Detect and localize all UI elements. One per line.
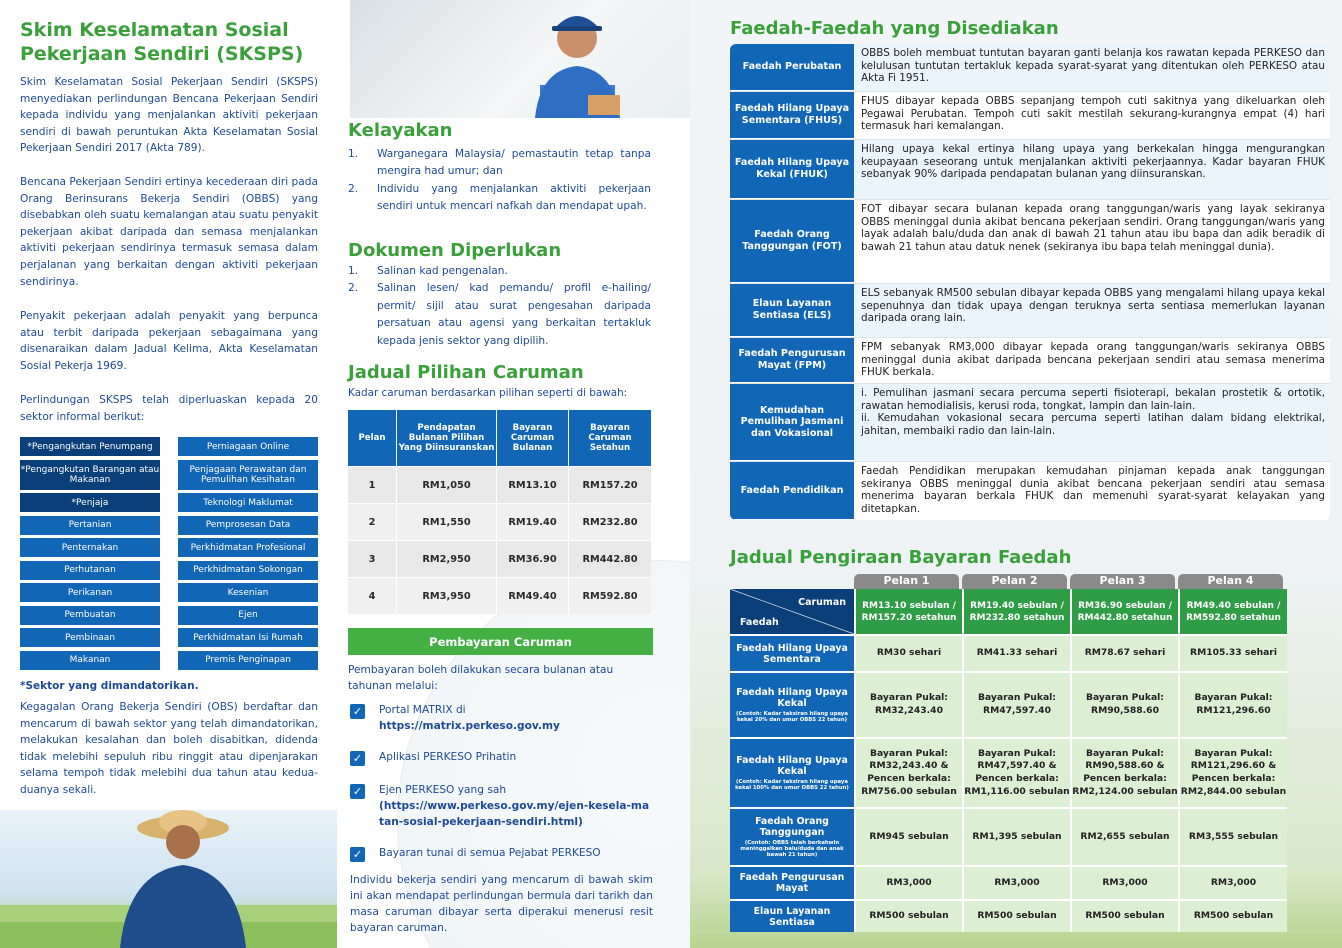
contribution-table — [348, 410, 651, 614]
jadual-caruman-subtitle: Kadar caruman berdasarkan pilihan seperti di bawah: — [348, 387, 628, 399]
sector-item: *Penjaja — [20, 493, 160, 512]
sector-item: Pembinaan — [20, 628, 160, 647]
table-cell: 1 — [368, 479, 376, 491]
benefit-label: Faedah Pengurusan Mayat (FPM) — [730, 338, 854, 383]
dokumen-list — [348, 263, 651, 350]
table-row — [730, 140, 1330, 200]
benefits-table — [730, 44, 1330, 520]
plan-header: RM19.40 sebulan / RM232.80 setahun — [962, 589, 1070, 634]
table-row — [730, 338, 1330, 384]
calc-cell: RM945 sebulan — [854, 807, 962, 865]
sector-item: Pertanian — [20, 516, 160, 535]
worker-illustration — [530, 0, 625, 118]
pembayaran-caruman-banner: Pembayaran Caruman — [348, 628, 653, 655]
list-item: 1. Salinan kad pengenalan. — [348, 265, 508, 277]
sksps-para-4: Perlindungan SKSPS telah diperluaskan kepada 20 sektor informal berikut: — [20, 394, 318, 423]
table-cell: RM13.10 — [496, 467, 568, 503]
sector-grid — [20, 437, 318, 673]
calc-row-label: Faedah Pengurusan Mayat — [730, 865, 854, 899]
checkbox-checked-icon: ✓ — [350, 751, 365, 766]
sector-item: *Pengangkutan Barangan atau Makanan — [20, 460, 160, 490]
calc-cell: RM500 sebulan — [1070, 899, 1178, 932]
calc-cell: Bayaran Pukal: RM47,597.40 & Pencen berkala: RM1,116.00 sebulan — [962, 737, 1070, 807]
sector-item: Perniagaan Online — [178, 437, 318, 456]
benefit-label: Faedah Perubatan — [730, 44, 854, 91]
mandatory-note: *Sektor yang dimandatorikan. — [20, 680, 199, 692]
table-cell: RM2,950 — [396, 541, 496, 577]
panel-benefits — [690, 0, 1342, 948]
plan-tabs — [854, 576, 1335, 589]
calc-row-label: Faedah Hilang Upaya Sementara — [730, 634, 854, 671]
worker-photo — [350, 0, 690, 118]
sector-item: Penjagaan Perawatan dan Pemulihan Kesihatan — [178, 460, 318, 490]
table-cell: RM157.20 — [568, 467, 651, 503]
calc-cell: RM3,000 — [1178, 865, 1287, 899]
sector-item: Perkhidmatan Profesional — [178, 538, 318, 557]
pay-intro: Pembayaran boleh dilakukan secara bulanan atau tahunan melalui: — [348, 664, 614, 692]
plan-tab: Pelan 1 — [854, 574, 959, 589]
plan-header: RM13.10 sebulan / RM157.20 setahun — [854, 589, 962, 634]
pay-method-app: ✓ Aplikasi PERKESO Prihatin — [350, 749, 655, 766]
benefit-text: FHUS dibayar kepada OBBS sepanjang tempoh cuti sakitnya yang dikeluarkan oleh Pegawai Perubatan. Tempoh cuti sakit mestilah sekurang-kurangnya empat (4) hari termasuk hari kemalangan. — [854, 92, 1330, 139]
checkbox-checked-icon: ✓ — [350, 704, 365, 719]
table-header: Bayaran Caruman Setahun — [568, 410, 651, 466]
table-cell: RM19.40 — [496, 504, 568, 540]
pay-method-matrix: ✓ Portal MATRIX di https://matrix.perkeso.gov.my — [350, 702, 655, 734]
table-row — [730, 44, 1330, 92]
calc-row-label: Faedah Orang Tanggungan (Contoh: OBBS telah berkahwin meninggalkan balu/duda dan anak bawah 21 tahun) — [730, 807, 854, 865]
calc-cell: RM500 sebulan — [962, 899, 1070, 932]
checkbox-checked-icon: ✓ — [350, 847, 365, 862]
corner-cell: Caruman Faedah — [730, 589, 854, 634]
farmer-photo — [0, 810, 337, 948]
calc-cell: RM41.33 sehari — [962, 634, 1070, 671]
table-cell: RM36.90 — [496, 541, 568, 577]
calc-cell: Bayaran Pukal: RM32,243.40 & Pencen berkala: RM756.00 sebulan — [854, 737, 962, 807]
table-cell: RM232.80 — [568, 504, 651, 540]
table-row — [348, 540, 651, 577]
calc-cell: Bayaran Pukal: RM90,588.60 & Pencen berkala: RM2,124.00 sebulan — [1070, 737, 1178, 807]
table-row — [730, 284, 1330, 338]
sector-item: *Pengangkutan Penumpang — [20, 437, 160, 456]
plan-header: RM36.90 sebulan / RM442.80 setahun — [1070, 589, 1178, 634]
checkbox-checked-icon: ✓ — [350, 784, 365, 799]
table-row — [348, 466, 651, 503]
table-header: Bayaran Caruman Bulanan — [496, 410, 568, 466]
benefit-text: FOT dibayar secara bulanan kepada orang tanggungan/waris yang layak sekiranya OBBS meninggal dunia akibat bencana pekerjaan sendiri. Orang tanggungan/waris yang layak adalah balu/duda dan anak di bawah 21 tahun atau ibu bapa dan adik beradik di bawah 21 tahun atau datuk nenek (sekiranya ibu bapa telah meninggal dunia). — [854, 200, 1330, 283]
plan-tab: Pelan 2 — [962, 574, 1067, 589]
table-header-row — [348, 410, 651, 466]
benefit-label: Kemudahan Pemulihan Jasmani dan Vokasional — [730, 384, 854, 461]
benefit-text: OBBS boleh membuat tuntutan bayaran ganti belanja kos rawatan kepada PERKESO dan kelulusan tuntutan tertakluk kepada syarat-syarat yang ditentukan oleh PERKESO atau Akta Fi 1951. — [854, 44, 1330, 91]
list-item: 2. Salinan lesen/ kad pemandu/ profil e-hailing/ permit/ sijil atau surat pengesahan daripada persatuan atau agensi yang berkaitan tertakluk kepada jenis sektor yang dipilih. — [348, 282, 651, 347]
benefit-calc-table — [730, 576, 1335, 932]
table-row — [730, 200, 1330, 284]
benefit-text: Hilang upaya kekal ertinya hilang upaya yang berkekalan hingga mengurangkan keupayaan seseorang untuk menjalankan aktiviti pekerjaannya. Kadar bayaran FHUK sebanyak 90% daripada pendapatan bulanan yang diinsuranskan. — [854, 140, 1330, 199]
calc-cell: RM3,000 — [1070, 865, 1178, 899]
agent-link[interactable]: (https://www.perkeso.gov.my/ejen-kesela-matan-sosial-pekerjaan-sendiri.html) — [379, 800, 650, 828]
table-row — [348, 503, 651, 540]
sksps-para-1: Skim Keselamatan Sosial Pekerjaan Sendiri (SKSPS) menyediakan perlindungan Bencana Pekerjaan Sendiri kepada individu yang menjalankan aktiviti pekerjaan sendiri di bawah peruntukan Akta Keselamatan Sosial Pekerjaan Sendiri 2017 (Akta 789). — [20, 76, 318, 155]
calc-cell: Bayaran Pukal: RM121,296.60 & Pencen berkala: RM2,844.00 sebulan — [1178, 737, 1287, 807]
sector-item: Ejen — [178, 606, 318, 625]
table-cell: RM49.40 — [496, 578, 568, 614]
panel-eligibility — [337, 0, 690, 948]
jadual-caruman-title: Jadual Pilihan Caruman — [348, 362, 584, 383]
sector-item: Penternakan — [20, 538, 160, 557]
calc-cell: RM3,000 — [962, 865, 1070, 899]
table-cell: RM442.80 — [568, 541, 651, 577]
calc-cell: RM3,000 — [854, 865, 962, 899]
calc-title: Jadual Pengiraan Bayaran Faedah — [730, 547, 1072, 568]
calc-cell: RM30 sehari — [854, 634, 962, 671]
calc-cell: Bayaran Pukal: RM90,588.60 — [1070, 671, 1178, 737]
farmer-illustration — [0, 810, 337, 948]
matrix-link[interactable]: https://matrix.perkeso.gov.my — [379, 720, 560, 732]
calc-cell: Bayaran Pukal: RM32,243.40 — [854, 671, 962, 737]
calc-cell: RM78.67 sehari — [1070, 634, 1178, 671]
calc-cell: RM105.33 sehari — [1178, 634, 1287, 671]
sector-item: Perkhidmatan Sokongan — [178, 561, 318, 580]
table-row — [730, 92, 1330, 140]
table-header: Pelan — [358, 433, 386, 443]
plan-tab: Pelan 4 — [1178, 574, 1283, 589]
table-row — [730, 384, 1330, 462]
table-row — [730, 462, 1330, 520]
sector-item: Makanan — [20, 651, 160, 670]
dokumen-title: Dokumen Diperlukan — [348, 240, 562, 261]
sector-item: Teknologi Maklumat — [178, 493, 318, 512]
table-body — [348, 466, 651, 614]
calc-cell: RM500 sebulan — [854, 899, 962, 932]
sksps-title: Skim Keselamatan Sosial Pekerjaan Sendiri (SKSPS) — [20, 19, 304, 65]
sector-item: Perhutanan — [20, 561, 160, 580]
table-cell: RM592.80 — [568, 578, 651, 614]
kelayakan-list — [348, 146, 651, 216]
faedah-title: Faedah-Faedah yang Disediakan — [730, 18, 1059, 39]
calc-cell: Bayaran Pukal: RM121,296.60 — [1178, 671, 1287, 737]
calc-cell: RM2,655 sebulan — [1070, 807, 1178, 865]
pay-footer: Individu bekerja sendiri yang mencarum di bawah skim ini akan mendapat perlindungan bermula dari tarikh dan masa caruman dibayar serta diperakui menerusi resit bayaran caruman. — [350, 874, 653, 934]
table-header: Pendapatan Bulanan Pilihan Yang Diinsuranskan — [396, 410, 496, 466]
calc-cell: RM500 sebulan — [1178, 899, 1287, 932]
pay-method-agent: ✓ Ejen PERKESO yang sah (https://www.perkeso.gov.my/ejen-kesela-matan-sosial-pekerjaan-sendiri.html) — [350, 782, 655, 830]
sector-item: Kesenian — [178, 583, 318, 602]
benefit-label: Faedah Hilang Upaya Kekal (FHUK) — [730, 140, 854, 199]
benefit-text: Faedah Pendidikan merupakan kemudahan pinjaman kepada anak tanggungan sekiranya OBBS meninggal dunia akibat bencana pekerjaan sendiri atau semasa menerima bayaran berkala FHUK dan memenuhi syarat-syarat kelayakan yang ditetapkan. — [854, 462, 1330, 520]
benefit-label: Faedah Orang Tanggungan (FOT) — [730, 200, 854, 283]
calc-grid — [730, 589, 1335, 932]
plan-header: RM49.40 sebulan / RM592.80 setahun — [1178, 589, 1287, 634]
sector-item: Perkhidmatan Isi Rumah — [178, 628, 318, 647]
calc-row-label: Faedah Hilang Upaya Kekal (Contoh: Kadar taksiran hilang upaya kekal 100% dan umur OBBS 22 tahun) — [730, 737, 854, 807]
plan-tab: Pelan 3 — [1070, 574, 1175, 589]
list-item: 1. Warganegara Malaysia/ pemastautin tetap tanpa mengira had umur; dan — [348, 148, 651, 178]
calc-cell: RM1,395 sebulan — [962, 807, 1070, 865]
pay-method-cash: ✓ Bayaran tunai di semua Pejabat PERKESO — [350, 845, 655, 862]
benefit-text: ELS sebanyak RM500 sebulan dibayar kepada OBBS yang mengalami hilang upaya kekal sepenuhnya dan tidak upaya dengan teruknya serta sentiasa memerlukan layanan daripada orang lain. — [854, 284, 1330, 337]
sksps-para-3: Penyakit pekerjaan adalah penyakit yang berpunca atau terbit daripada pekerjaan sebagaimana yang disenaraikan dalam Jadual Kelima, Akta Keselamatan Sosial Pekerja 1969. — [20, 310, 318, 372]
sksps-para-5: Kegagalan Orang Bekerja Sendiri (OBS) berdaftar dan mencarum di bawah sektor yang telah dimandatorikan, melakukan kesalahan dan boleh disabitkan, didenda tidak melebihi sepuluh ribu ringgit atau dipenjarakan selama tempoh tidak melebihi dua tahun atau kedua-duanya sekali. — [20, 701, 318, 796]
table-cell: 2 — [368, 516, 376, 528]
table-row — [348, 577, 651, 614]
benefit-label: Faedah Hilang Upaya Sementara (FHUS) — [730, 92, 854, 139]
calc-row-label: Faedah Hilang Upaya Kekal (Contoh: Kadar taksiran hilang upaya kekal 20% dan umur OBBS 22 tahun) — [730, 671, 854, 737]
calc-row-label: Elaun Layanan Sentiasa — [730, 899, 854, 932]
sector-item: Perikanan — [20, 583, 160, 602]
table-cell: RM3,950 — [396, 578, 496, 614]
benefit-text: FPM sebanyak RM3,000 dibayar kepada orang tanggungan/waris sekiranya OBBS meninggal dunia akibat daripada bencana pekerjaan sendiri atau semasa menerima FHUK berkala. — [854, 338, 1330, 383]
benefit-label: Faedah Pendidikan — [730, 462, 854, 520]
calc-cell: Bayaran Pukal: RM47,597.40 — [962, 671, 1070, 737]
sector-item: Premis Penginapan — [178, 651, 318, 670]
table-cell: 3 — [368, 553, 376, 565]
sector-item: Pemprosesan Data — [178, 516, 318, 535]
calc-cell: RM3,555 sebulan — [1178, 807, 1287, 865]
benefit-label: Elaun Layanan Sentiasa (ELS) — [730, 284, 854, 337]
table-cell: RM1,050 — [396, 467, 496, 503]
table-cell: 4 — [368, 590, 376, 602]
panel-sksps-intro — [0, 0, 337, 948]
sector-item: Pembuatan — [20, 606, 160, 625]
list-item: 2. Individu yang menjalankan aktiviti pekerjaan sendiri untuk mencari nafkah dan mendapat upah. — [348, 182, 651, 213]
benefit-text: i. Pemulihan jasmani secara percuma seperti fisioterapi, bekalan prostetik & ortotik, rawatan hemodialisis, kerusi roda, tongkat, lampin dan lain-lain. ii. Kemudahan vokasional secara percuma seperti latihan dalam bidang elektrikal, jahitan, membaiki radio dan lain-lain. — [854, 384, 1330, 461]
kelayakan-title: Kelayakan — [348, 120, 453, 141]
table-cell: RM1,550 — [396, 504, 496, 540]
sksps-para-2: Bencana Pekerjaan Sendiri ertinya kecederaan diri pada Orang Berinsurans Bekerja Sendiri (OBBS) yang disebabkan oleh suatu kemalangan atau suatu penyakit pekerjaan akibat daripada dan semasa menjalankan aktiviti pekerjaan sendirinya termasuk semasa dalam perjalanan yang berkaitan dengan aktiviti pekerjaan sendirinya. — [20, 176, 318, 288]
